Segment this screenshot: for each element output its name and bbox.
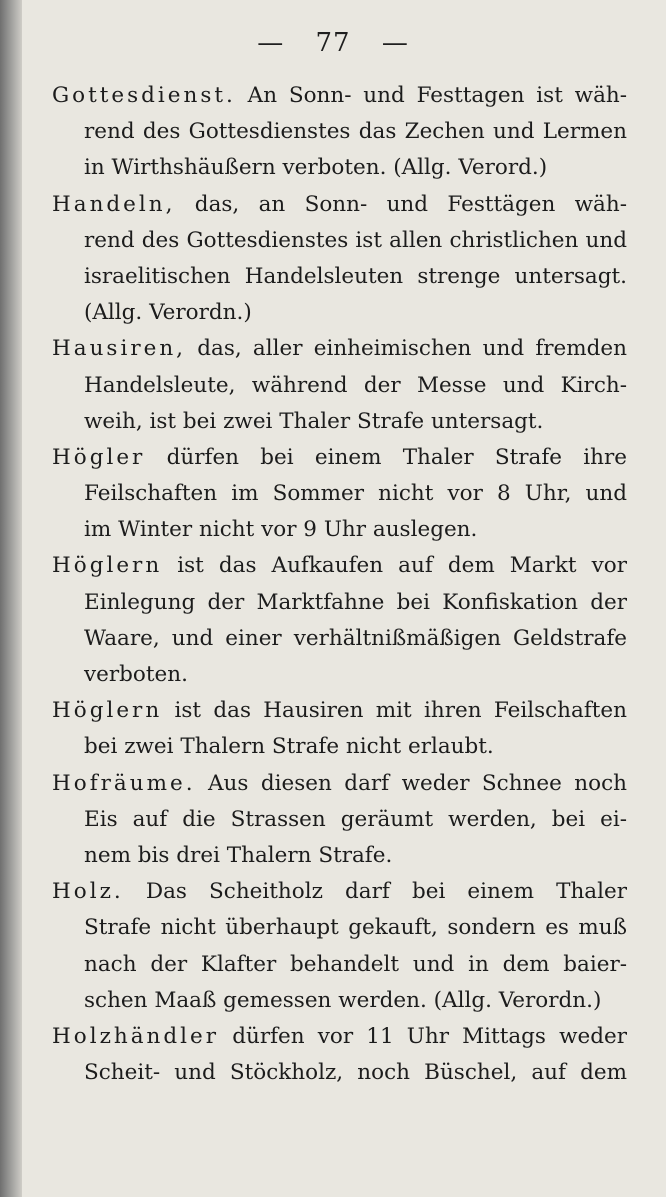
entry-keyword: Högler (52, 444, 146, 470)
entry-line (52, 1019, 627, 1055)
entry-keyword: Holz. (52, 879, 124, 905)
entry-keyword: Holzhändler (52, 1023, 220, 1049)
body-text (52, 78, 627, 1091)
entry-text: das, aller einheimischen und fremden (186, 336, 627, 362)
entry-line: Strafe nicht überhaupt gekauft, sondern es muß (84, 915, 627, 941)
entry-keyword: Handeln, (52, 191, 176, 217)
entry-text: Aus diesen darf weder Schnee noch (195, 770, 627, 796)
entry-line (52, 874, 627, 910)
page-gutter-shadow (0, 0, 22, 1197)
entry-line: verboten. (84, 662, 188, 687)
entry-line: rend des Gottesdienstes ist allen christlichen und (84, 227, 627, 253)
entry-line (52, 766, 627, 802)
entry-text: dürfen vor 11 Uhr Mittags weder (219, 1023, 627, 1049)
entry-line (52, 331, 627, 367)
page-header (0, 28, 666, 58)
entry-text: ist das Hausiren mit ihren Feilschaften (162, 698, 627, 724)
entry-text: An Sonn- und Festtagen ist wäh- (235, 83, 627, 108)
header-dash-left: — (257, 28, 285, 58)
entry-text: ist das Aufkaufen auf dem Markt vor (162, 553, 627, 579)
entry-line (52, 78, 627, 114)
entry-line: Feilschaften im Sommer nicht vor 8 Uhr, und (84, 481, 627, 507)
entry-line: Scheit- und Stöckholz, noch Büschel, auf dem (84, 1060, 627, 1086)
entry-keyword: Gottesdienst. (52, 83, 236, 108)
entry-line: schen Maaß gemessen werden. (Allg. Verordn.) (84, 987, 602, 1013)
header-dash-right: — (381, 28, 409, 58)
entry-text: das, an Sonn- und Festtägen wäh- (175, 191, 627, 217)
entry-line (52, 693, 627, 729)
entry-line: nem bis drei Thalern Strafe. (84, 842, 393, 868)
entry-line: Eis auf die Strassen geräumt werden, bei ei- (84, 806, 627, 832)
entry-line: rend des Gottesdienstes das Zechen und Lermen (84, 119, 627, 145)
entry-line: (Allg. Verordn.) (84, 300, 252, 326)
entry-keyword: Hausiren, (52, 336, 187, 362)
entry-line: nach der Klafter behandelt und in dem baier- (84, 951, 627, 977)
entry-line: israelitischen Handelsleuten strenge untersagt. (84, 263, 627, 289)
page-number: 77 (315, 28, 351, 58)
entry-line (52, 187, 627, 223)
entry-keyword: Höglern (52, 553, 163, 579)
entry-keyword: Höglern (52, 698, 163, 724)
entry-line: bei zwei Thalern Strafe nicht erlaubt. (84, 734, 494, 760)
entry-line (52, 548, 627, 584)
entry-line: Einlegung der Marktfahne bei Konfiskation der (84, 589, 627, 615)
entry-text: Das Scheitholz darf bei einem Thaler (123, 879, 627, 905)
entry-line: Waare, und einer verhältnißmäßigen Geldstrafe (84, 625, 627, 651)
entry-keyword: Hofräume. (52, 770, 196, 796)
entry-line: im Winter nicht vor 9 Uhr auslegen. (84, 517, 478, 543)
entry-line: Handelsleute, während der Messe und Kirch- (84, 372, 627, 398)
entry-line: weih, ist bei zwei Thaler Strafe untersagt. (84, 408, 544, 434)
entry-line (52, 440, 627, 476)
entry-text: dürfen bei einem Thaler Strafe ihre (145, 444, 627, 470)
entry-line: in Wirthshäußern verboten. (Allg. Verord.) (84, 155, 548, 181)
